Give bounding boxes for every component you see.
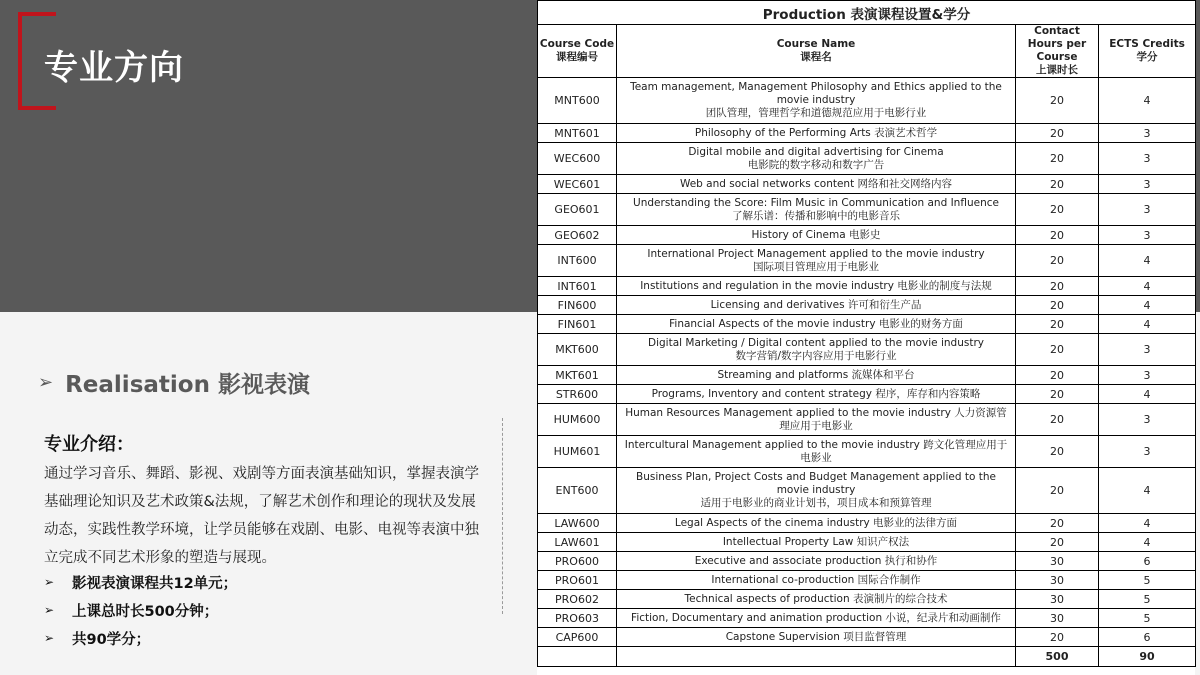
section-heading-text: Realisation 影视表演 <box>65 372 310 398</box>
course-code-cell: HUM600 <box>538 404 617 436</box>
arrow-bullet-icon: ➢ <box>38 372 54 393</box>
course-name-cell <box>617 296 1016 315</box>
course-table <box>537 0 1196 667</box>
course-name-en: Fiction, Documentary and animation production 小说，纪录片和动画制作 <box>631 611 1001 624</box>
ects-credits-cell: 3 <box>1099 124 1196 143</box>
ects-credits-cell: 4 <box>1099 296 1196 315</box>
table-row <box>538 175 1196 194</box>
course-name-cell <box>617 366 1016 385</box>
course-name-cn: 团队管理，管理哲学和道德规范应用于电影行业 <box>705 107 927 119</box>
course-name-cell <box>617 590 1016 609</box>
total-hours: 500 <box>1016 647 1099 667</box>
page-title: 专业方向 <box>44 48 184 88</box>
header-course-name <box>617 25 1016 78</box>
course-name-cell <box>617 385 1016 404</box>
course-name-cell <box>617 404 1016 436</box>
contact-hours-cell: 20 <box>1016 334 1099 366</box>
header-ects-credits <box>1099 25 1196 78</box>
course-name-en: Human Resources Management applied to the movie industry 人力资源管理应用于电影业 <box>625 406 1007 432</box>
table-row <box>538 404 1196 436</box>
course-name-cell <box>617 78 1016 124</box>
contact-hours-cell: 20 <box>1016 468 1099 514</box>
table-row <box>538 194 1196 226</box>
contact-hours-cell: 30 <box>1016 590 1099 609</box>
total-name-cell <box>617 647 1016 667</box>
course-code-cell: INT600 <box>538 245 617 277</box>
bullet-item <box>44 568 490 596</box>
course-name-cell <box>617 277 1016 296</box>
course-name-cell <box>617 315 1016 334</box>
header-course-name-en: Course Name <box>776 38 856 50</box>
course-code-cell: INT601 <box>538 277 617 296</box>
course-name-cell <box>617 226 1016 245</box>
contact-hours-cell: 20 <box>1016 78 1099 124</box>
contact-hours-cell: 20 <box>1016 175 1099 194</box>
table-row <box>538 366 1196 385</box>
table-row <box>538 296 1196 315</box>
course-name-en: Understanding the Score: Film Music in Communication and Influence <box>633 196 999 209</box>
table-row <box>538 245 1196 277</box>
table-header-row <box>538 25 1196 78</box>
bullet-text: 共90学分； <box>72 631 151 648</box>
total-label-cell <box>538 647 617 667</box>
course-name-cell <box>617 194 1016 226</box>
table-row <box>538 514 1196 533</box>
contact-hours-cell: 20 <box>1016 404 1099 436</box>
course-name-cn: 电影院的数字移动和数字广告 <box>747 158 885 171</box>
table-total-row <box>538 647 1196 667</box>
section-heading <box>38 366 310 399</box>
table-row <box>538 571 1196 590</box>
course-code-cell: GEO601 <box>538 194 617 226</box>
course-name-cell <box>617 175 1016 194</box>
course-name-en: Licensing and derivatives 许可和衍生产品 <box>710 298 922 311</box>
table-row <box>538 533 1196 552</box>
course-code-cell: WEC601 <box>538 175 617 194</box>
bullet-text: 上课总时长500分钟； <box>72 603 219 620</box>
course-code-cell: HUM601 <box>538 436 617 468</box>
contact-hours-cell: 20 <box>1016 296 1099 315</box>
table-title: Production 表演课程设置&学分 <box>538 1 1196 25</box>
table-row <box>538 385 1196 404</box>
course-name-en: History of Cinema 电影史 <box>751 228 881 241</box>
header-ects-credits-cn: 学分 <box>1136 51 1158 63</box>
course-code-cell: FIN601 <box>538 315 617 334</box>
contact-hours-cell: 30 <box>1016 609 1099 628</box>
contact-hours-cell: 30 <box>1016 571 1099 590</box>
contact-hours-cell: 20 <box>1016 366 1099 385</box>
bullet-text: 影视表演课程共12单元； <box>72 575 238 592</box>
course-code-cell: PRO602 <box>538 590 617 609</box>
course-name-cell <box>617 552 1016 571</box>
header-course-code-cn: 课程编号 <box>556 51 598 63</box>
course-name-en: Intellectual Property Law 知识产权法 <box>722 535 910 548</box>
course-name-en: Digital mobile and digital advertising for Cinema <box>688 145 944 158</box>
course-name-cell <box>617 533 1016 552</box>
course-code-cell: ENT600 <box>538 468 617 514</box>
bullet-item <box>44 624 490 652</box>
course-name-en: Programs, Inventory and content strategy 程序，库存和内容策略 <box>651 387 981 400</box>
course-code-cell: GEO602 <box>538 226 617 245</box>
intro-body: 通过学习音乐、舞蹈、影视、戏剧等方面表演基础知识，掌握表演学基础理论知识及艺术政策&法规，了解艺术创作和理论的现状及发展动态，实践性教学环境，让学员能够在戏剧、电影、电视等表演中独立完成不同艺术形象的塑造与展现。 <box>44 466 479 566</box>
ects-credits-cell: 3 <box>1099 175 1196 194</box>
course-name-cell <box>617 334 1016 366</box>
contact-hours-cell: 20 <box>1016 245 1099 277</box>
table-row <box>538 590 1196 609</box>
course-name-en: Team management, Management Philosophy and Ethics applied to the movie industry <box>630 81 1002 106</box>
ects-credits-cell: 6 <box>1099 628 1196 647</box>
contact-hours-cell: 30 <box>1016 552 1099 571</box>
ects-credits-cell: 5 <box>1099 590 1196 609</box>
table-row <box>538 628 1196 647</box>
course-code-cell: MNT601 <box>538 124 617 143</box>
course-code-cell: PRO603 <box>538 609 617 628</box>
ects-credits-cell: 3 <box>1099 334 1196 366</box>
course-code-cell: PRO601 <box>538 571 617 590</box>
course-name-cell <box>617 609 1016 628</box>
course-name-cn: 适用于电影业的商业计划书，项目成本和预算管理 <box>700 497 932 509</box>
ects-credits-cell: 5 <box>1099 571 1196 590</box>
table-row <box>538 277 1196 296</box>
intro-title: 专业介绍： <box>44 434 134 455</box>
ects-credits-cell: 3 <box>1099 194 1196 226</box>
table-row <box>538 609 1196 628</box>
header-course-code-en: Course Code <box>539 38 615 50</box>
course-name-en: Capstone Supervision 项目监督管理 <box>725 630 907 643</box>
course-name-en: Streaming and platforms 流媒体和平台 <box>717 368 915 381</box>
course-name-en: Executive and associate production 执行和协作 <box>694 554 938 567</box>
table-row <box>538 124 1196 143</box>
ects-credits-cell: 3 <box>1099 226 1196 245</box>
ects-credits-cell: 4 <box>1099 78 1196 124</box>
course-name-en: Institutions and regulation in the movie industry 电影业的制度与法规 <box>640 279 992 292</box>
contact-hours-cell: 20 <box>1016 194 1099 226</box>
course-name-cn: 数字营销/数字内容应用于电影行业 <box>735 349 897 362</box>
course-name-cell <box>617 514 1016 533</box>
contact-hours-cell: 20 <box>1016 514 1099 533</box>
header-course-code <box>538 25 617 78</box>
header-contact-hours-en: Contact Hours per Course <box>1027 25 1087 63</box>
course-code-cell: STR600 <box>538 385 617 404</box>
ects-credits-cell: 3 <box>1099 436 1196 468</box>
header-contact-hours <box>1016 25 1099 78</box>
ects-credits-cell: 4 <box>1099 315 1196 334</box>
course-name-en: Financial Aspects of the movie industry 电影业的财务方面 <box>669 317 963 330</box>
course-name-en: Web and social networks content 网络和社交网络内容 <box>679 177 953 190</box>
course-name-cell <box>617 571 1016 590</box>
ects-credits-cell: 4 <box>1099 514 1196 533</box>
table-row <box>538 334 1196 366</box>
arrow-bullet-icon: ➢ <box>44 603 55 617</box>
table-row <box>538 468 1196 514</box>
arrow-bullet-icon: ➢ <box>44 575 55 589</box>
ects-credits-cell: 5 <box>1099 609 1196 628</box>
table-row <box>538 436 1196 468</box>
contact-hours-cell: 20 <box>1016 277 1099 296</box>
course-table-container <box>537 0 1195 675</box>
table-row <box>538 78 1196 124</box>
contact-hours-cell: 20 <box>1016 385 1099 404</box>
header-contact-hours-cn: 上课时长 <box>1036 64 1078 76</box>
contact-hours-cell: 20 <box>1016 143 1099 175</box>
course-code-cell: LAW600 <box>538 514 617 533</box>
contact-hours-cell: 20 <box>1016 533 1099 552</box>
course-name-en: International Project Management applied to the movie industry <box>647 247 985 260</box>
header-ects-credits-en: ECTS Credits <box>1109 38 1185 50</box>
course-name-en: Legal Aspects of the cinema industry 电影业的法律方面 <box>674 516 958 529</box>
contact-hours-cell: 20 <box>1016 124 1099 143</box>
contact-hours-cell: 20 <box>1016 436 1099 468</box>
table-row <box>538 226 1196 245</box>
course-code-cell: FIN600 <box>538 296 617 315</box>
course-code-cell: MKT601 <box>538 366 617 385</box>
summary-bullets <box>44 568 490 652</box>
ects-credits-cell: 3 <box>1099 143 1196 175</box>
ects-credits-cell: 6 <box>1099 552 1196 571</box>
course-name-cell <box>617 468 1016 514</box>
course-name-cn: 国际项目管理应用于电影业 <box>753 260 879 273</box>
contact-hours-cell: 20 <box>1016 315 1099 334</box>
course-name-cell <box>617 143 1016 175</box>
course-code-cell: PRO600 <box>538 552 617 571</box>
table-row <box>538 143 1196 175</box>
course-name-en: International co-production 国际合作制作 <box>711 573 921 586</box>
total-credits: 90 <box>1099 647 1196 667</box>
course-name-en: Intercultural Management applied to the movie industry 跨文化管理应用于电影业 <box>624 438 1008 464</box>
course-name-cn: 了解乐谱：传播和影响中的电影音乐 <box>732 209 900 222</box>
course-code-cell: CAP600 <box>538 628 617 647</box>
dashed-divider <box>502 418 503 614</box>
contact-hours-cell: 20 <box>1016 628 1099 647</box>
course-name-en: Digital Marketing / Digital content applied to the movie industry <box>648 336 984 349</box>
ects-credits-cell: 4 <box>1099 533 1196 552</box>
course-code-cell: MNT600 <box>538 78 617 124</box>
course-name-cell <box>617 245 1016 277</box>
course-name-en: Business Plan, Project Costs and Budget Management applied to the movie industry <box>636 471 996 496</box>
table-row <box>538 552 1196 571</box>
course-code-cell: LAW601 <box>538 533 617 552</box>
header-course-name-cn: 课程名 <box>800 51 832 63</box>
bullet-item <box>44 596 490 624</box>
ects-credits-cell: 4 <box>1099 468 1196 514</box>
course-rows <box>538 78 1196 647</box>
table-row <box>538 315 1196 334</box>
ects-credits-cell: 3 <box>1099 366 1196 385</box>
ects-credits-cell: 4 <box>1099 385 1196 404</box>
course-code-cell: WEC600 <box>538 143 617 175</box>
course-name-en: Philosophy of the Performing Arts 表演艺术哲学 <box>694 126 938 139</box>
ects-credits-cell: 4 <box>1099 245 1196 277</box>
contact-hours-cell: 20 <box>1016 226 1099 245</box>
course-name-cell <box>617 124 1016 143</box>
ects-credits-cell: 3 <box>1099 404 1196 436</box>
course-name-en: Technical aspects of production 表演制片的综合技术 <box>684 592 948 605</box>
ects-credits-cell: 4 <box>1099 277 1196 296</box>
course-name-cell <box>617 436 1016 468</box>
arrow-bullet-icon: ➢ <box>44 631 55 645</box>
course-name-cell <box>617 628 1016 647</box>
course-code-cell: MKT600 <box>538 334 617 366</box>
